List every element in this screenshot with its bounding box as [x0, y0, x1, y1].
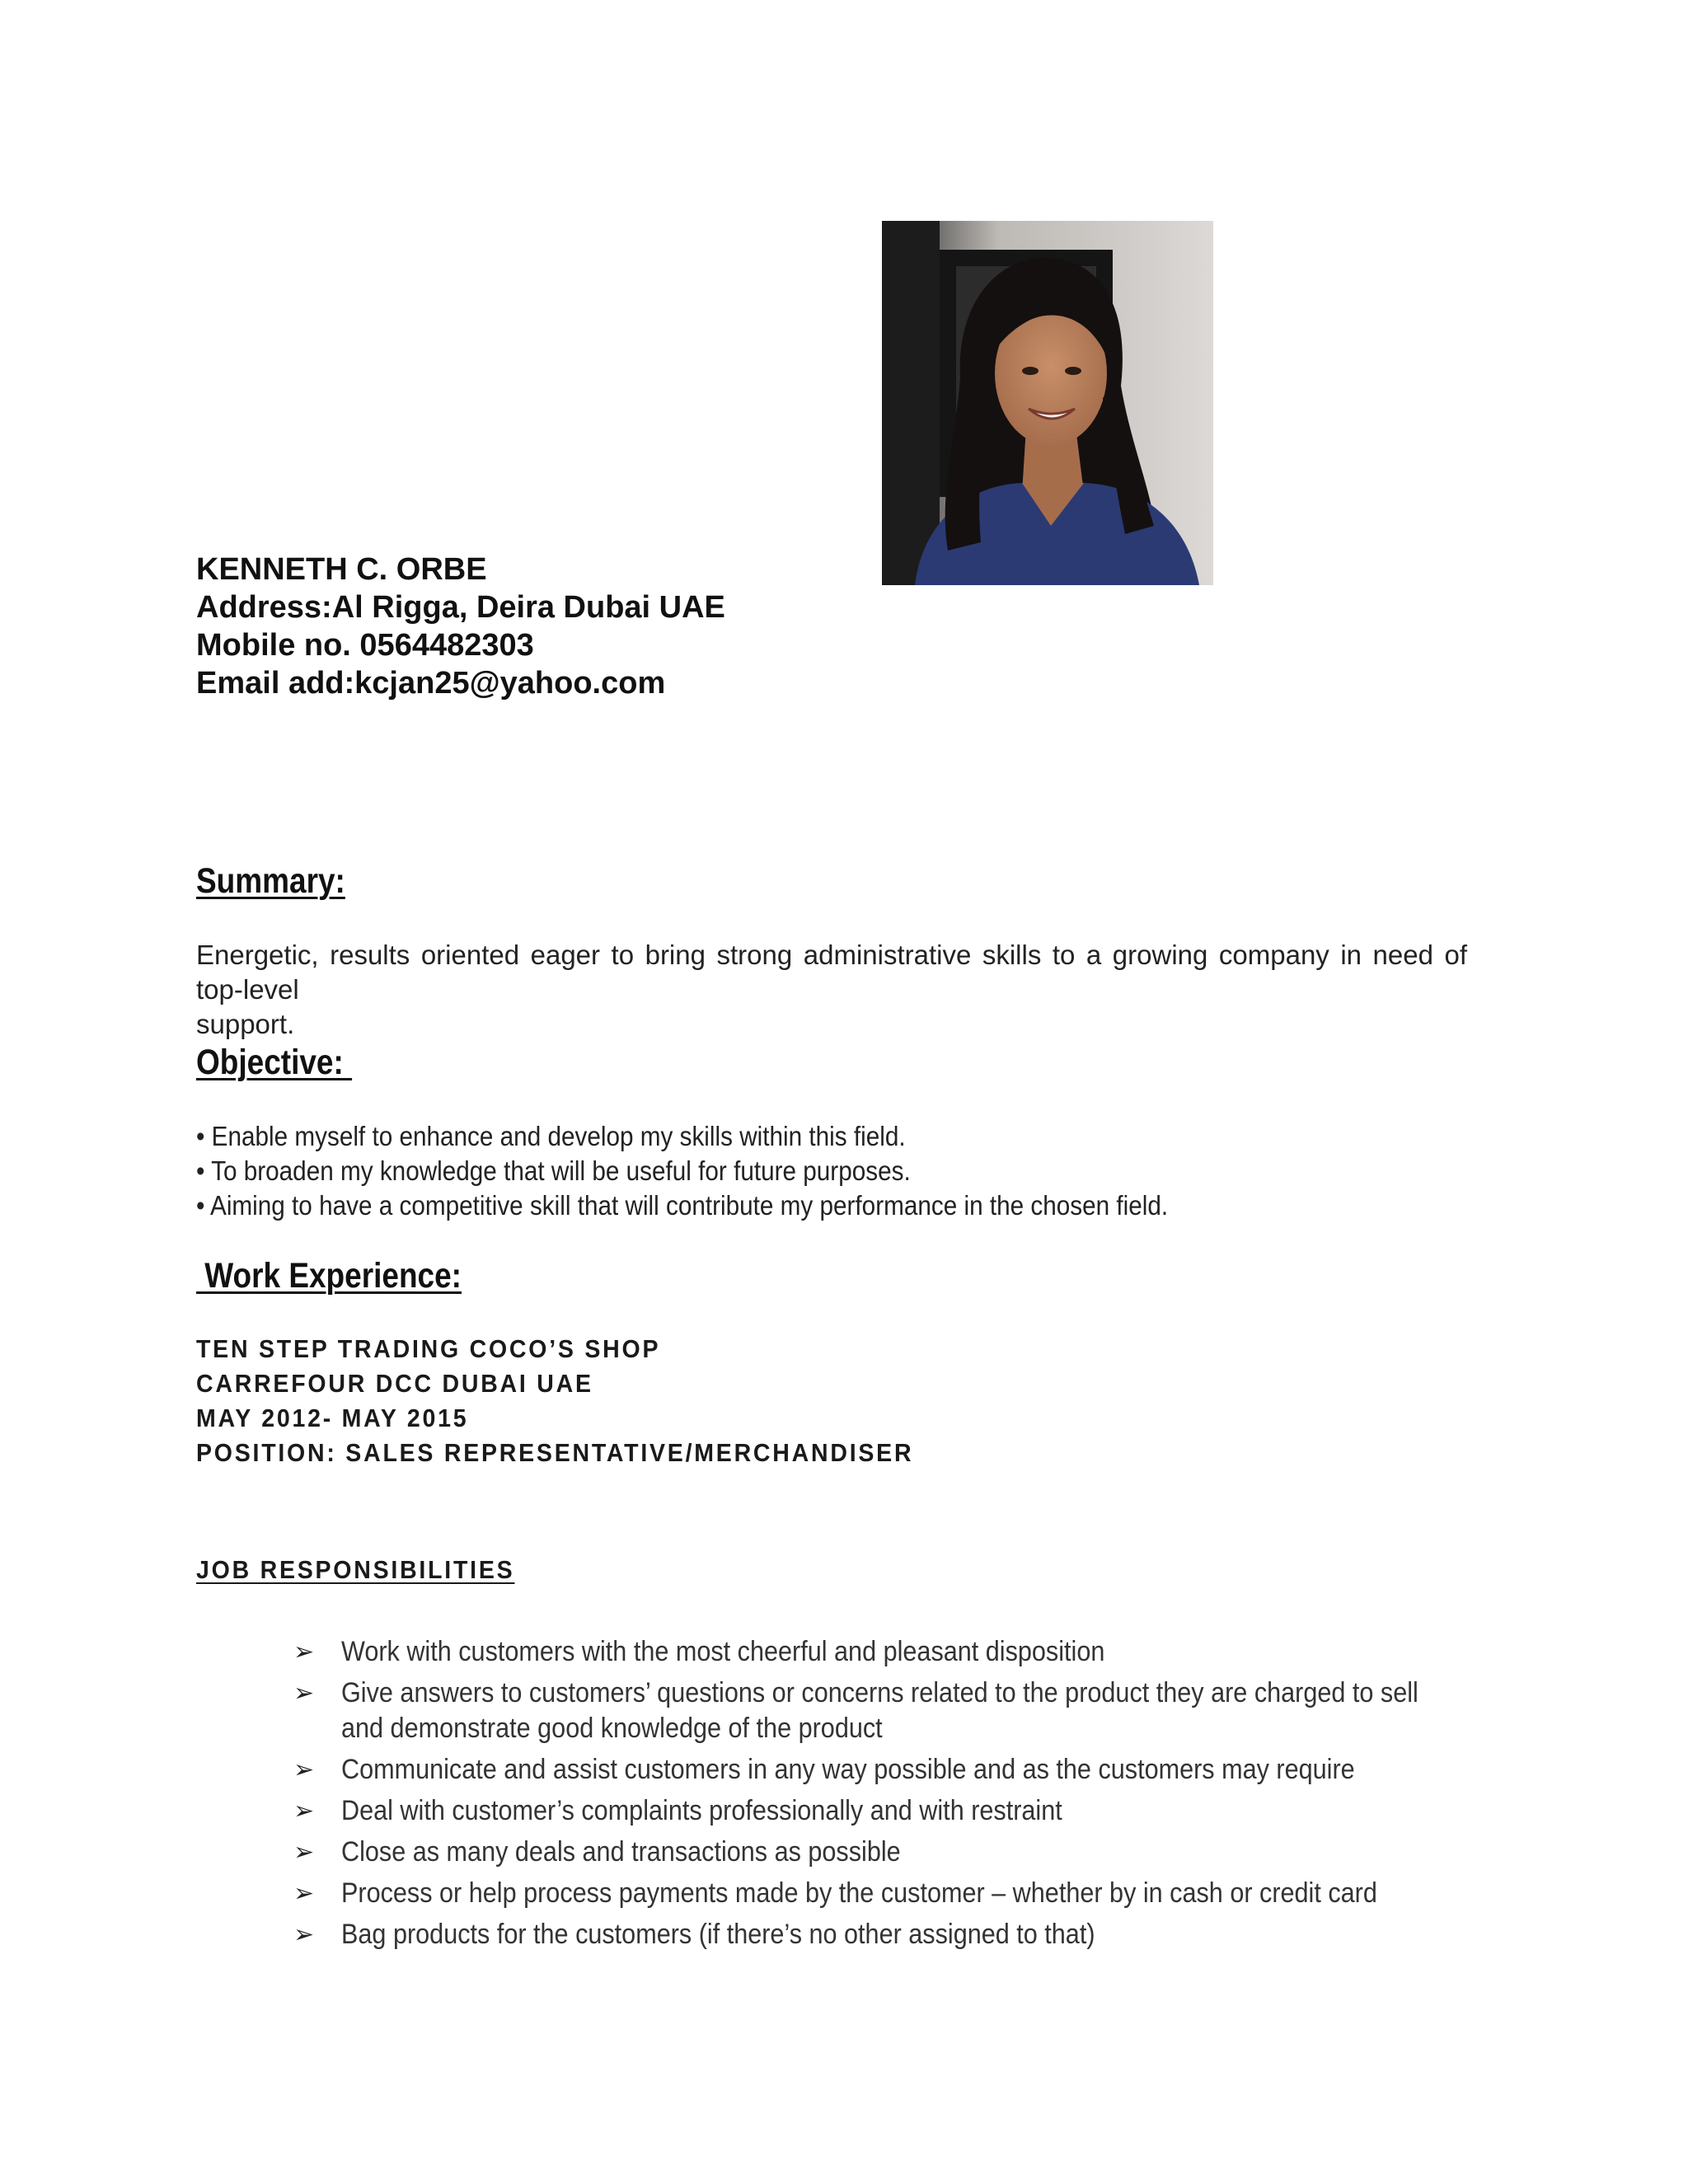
responsibility-item	[293, 1752, 1464, 1788]
objective-list	[196, 1119, 1168, 1223]
arrowhead-bullet-icon: ➢	[293, 1880, 315, 1907]
applicant-name: KENNETH C. ORBE	[196, 552, 487, 587]
responsibility-text: Close as many deals and transactions as possible	[341, 1836, 901, 1868]
responsibility-item	[293, 1917, 1464, 1952]
responsibility-text: Communicate and assist customers in any way possible and as the customers may require	[341, 1754, 1355, 1785]
responsibility-text: Process or help process payments made by the customer – whether by in cash or credit card	[341, 1877, 1377, 1909]
summary-line-2: support.	[196, 1009, 295, 1039]
email-line: Email add:kcjan25@yahoo.com	[196, 666, 666, 701]
responsibilities-list	[293, 1634, 1464, 1958]
arrowhead-bullet-icon: ➢	[293, 1680, 315, 1707]
responsibility-text: Give answers to customers’ questions or concerns related to the product they are charged to sell and demonstrate good knowledge of the product	[341, 1677, 1418, 1744]
objective-item: • Enable myself to enhance and develop my skills within this field.	[196, 1121, 906, 1151]
arrowhead-bullet-icon: ➢	[293, 1921, 315, 1948]
mobile-line: Mobile no. 0564482303	[196, 628, 534, 663]
arrowhead-bullet-icon: ➢	[293, 1638, 315, 1666]
responsibility-item	[293, 1835, 1464, 1870]
summary-heading: Summary:	[196, 861, 345, 901]
responsibility-item	[293, 1793, 1464, 1829]
objective-heading: Objective:	[196, 1043, 353, 1082]
work-experience-details	[196, 1332, 976, 1470]
summary-line-1: Energetic, results oriented eager to bring strong administrative skills to a growing company in need of top-level	[196, 940, 1467, 1005]
responsibility-text: Bag products for the customers (if there’s no other assigned to that)	[341, 1919, 1095, 1950]
responsibility-text: Deal with customer’s complaints professionally and with restraint	[341, 1795, 1062, 1826]
portrait-image	[882, 221, 1213, 585]
arrowhead-bullet-icon: ➢	[293, 1797, 315, 1825]
objective-item: • To broaden my knowledge that will be useful for future purposes.	[196, 1155, 911, 1186]
work-experience-heading: Work Experience:	[196, 1256, 462, 1296]
objective-item: • Aiming to have a competitive skill that will contribute my performance in the chosen field.	[196, 1190, 1169, 1221]
responsibility-item	[293, 1634, 1464, 1670]
summary-text	[196, 938, 1467, 1042]
arrowhead-bullet-icon: ➢	[293, 1756, 315, 1783]
company-location: CARREFOUR DCC DUBAI UAE	[196, 1369, 593, 1398]
company-name: TEN STEP TRADING COCO’S SHOP	[196, 1334, 661, 1363]
address-line: Address:Al Rigga, Deira Dubai UAE	[196, 590, 725, 625]
responsibility-item	[293, 1675, 1464, 1746]
responsibility-item	[293, 1876, 1464, 1911]
job-responsibilities-heading: JOB RESPONSIBILITIES	[196, 1555, 515, 1584]
responsibility-text: Work with customers with the most cheerful and pleasant disposition	[341, 1636, 1105, 1667]
arrowhead-bullet-icon: ➢	[293, 1839, 315, 1866]
employment-dates: MAY 2012- MAY 2015	[196, 1404, 469, 1432]
contact-header	[196, 551, 938, 702]
position-title: POSITION: SALES REPRESENTATIVE/MERCHANDISER	[196, 1438, 914, 1467]
profile-photo	[882, 221, 1213, 585]
